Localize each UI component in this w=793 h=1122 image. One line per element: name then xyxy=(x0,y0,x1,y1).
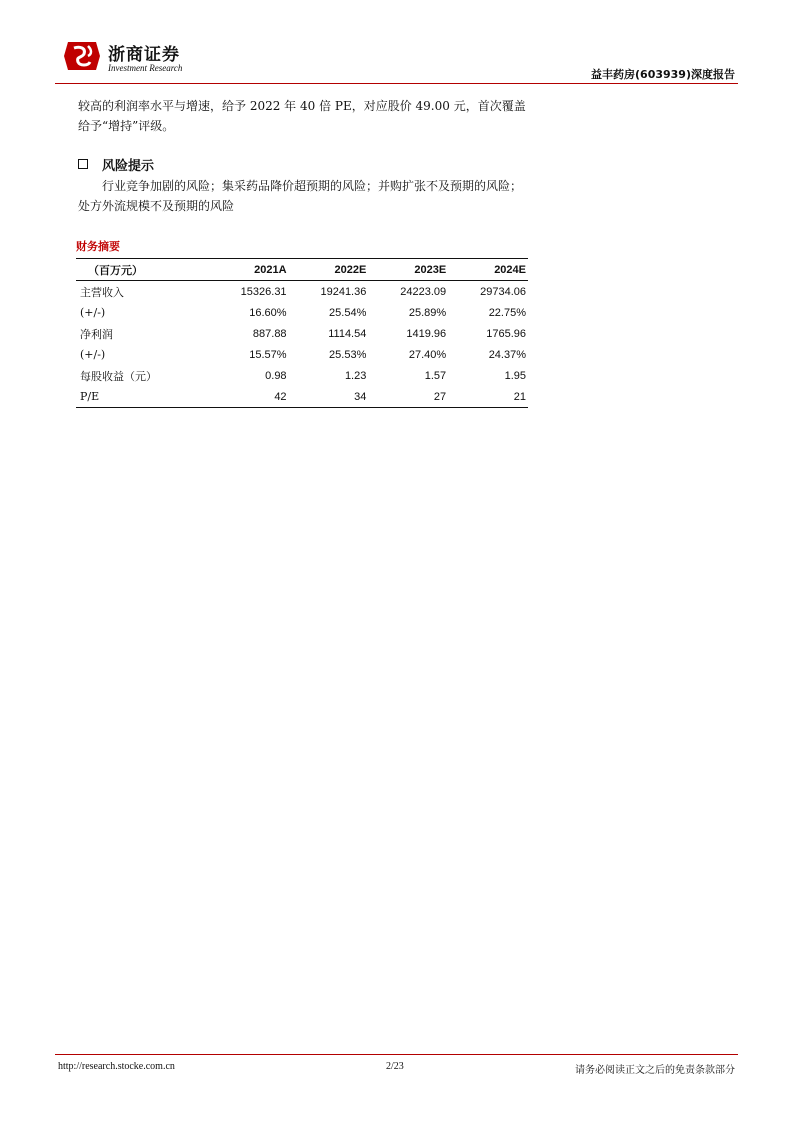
page-number: 2/23 xyxy=(386,1061,404,1072)
cell: 1114.54 xyxy=(328,327,367,340)
cell: 27.40% xyxy=(408,348,447,361)
cell: 1.57 xyxy=(424,369,447,382)
cell: 887.88 xyxy=(252,327,287,340)
risk-paragraph: 行业竞争加剧的风险；集采药品降价超预期的风险；并购扩张不及预期的风险；处方外流规模不及预期的风险 xyxy=(78,179,523,213)
cell: 25.53% xyxy=(329,348,367,361)
table-header-row xyxy=(76,259,528,281)
row-label: 每股收益（元） xyxy=(80,369,157,383)
row-label: (+/-) xyxy=(80,306,106,319)
company-logo-icon xyxy=(62,38,102,74)
cell: 25.89% xyxy=(408,306,447,319)
header-2022e: 2022E xyxy=(334,263,367,276)
cell: 1419.96 xyxy=(406,327,447,340)
cell: 34 xyxy=(354,390,367,403)
row-label: 主营收入 xyxy=(80,285,124,299)
footer-divider xyxy=(55,1054,738,1055)
cell: 25.54% xyxy=(329,306,367,319)
cell: 27 xyxy=(433,390,447,403)
cell: 22.75% xyxy=(488,306,526,319)
header-2021a: 2021A xyxy=(254,263,287,276)
cell: 1765.96 xyxy=(486,327,526,340)
risk-section-heading xyxy=(78,155,154,174)
financial-summary-table xyxy=(76,258,528,408)
table-row xyxy=(76,365,528,386)
checkbox-bullet-icon xyxy=(78,159,88,169)
row-label: 净利润 xyxy=(80,327,113,341)
row-label: P/E xyxy=(80,390,100,403)
table-row xyxy=(76,323,528,344)
table-row xyxy=(76,281,528,303)
cell: 15326.31 xyxy=(240,285,287,298)
valuation-paragraph: 较高的利润率水平与增速，给予 2022 年 40 倍 PE，对应股价 49.00 元，首次覆盖给予“增持”评级。 xyxy=(78,99,526,133)
cell: 24223.09 xyxy=(400,285,447,298)
header-2023e: 2023E xyxy=(414,263,447,276)
header-unit: （百万元） xyxy=(88,263,143,277)
cell: 16.60% xyxy=(249,306,287,319)
cell: 0.98 xyxy=(265,369,287,382)
cell: 1.23 xyxy=(344,369,367,382)
cell: 29734.06 xyxy=(480,285,526,298)
brand-name-en: Investment Research xyxy=(108,63,183,73)
cell: 19241.36 xyxy=(320,285,367,298)
table-row xyxy=(76,344,528,365)
cell: 1.95 xyxy=(504,369,526,382)
cell: 21 xyxy=(513,390,526,403)
cell: 15.57% xyxy=(249,348,287,361)
risk-title: 风险提示 xyxy=(102,159,155,174)
disclaimer-note: 请务必阅读正文之后的免责条款部分 xyxy=(575,1065,735,1076)
brand-name-cn: 浙商证券 xyxy=(108,45,180,65)
row-label: (+/-) xyxy=(80,348,106,361)
table-row xyxy=(76,386,528,408)
table-row xyxy=(76,302,528,323)
cell: 24.37% xyxy=(488,348,526,361)
header-divider xyxy=(55,83,738,84)
financial-summary-title: 财务摘要 xyxy=(76,240,120,253)
header-2024e: 2024E xyxy=(494,263,526,276)
footer-url-link[interactable]: http://research.stocke.com.cn xyxy=(58,1061,175,1072)
report-title: 益丰药房(603939)深度报告 xyxy=(591,68,735,81)
cell: 42 xyxy=(274,390,287,403)
